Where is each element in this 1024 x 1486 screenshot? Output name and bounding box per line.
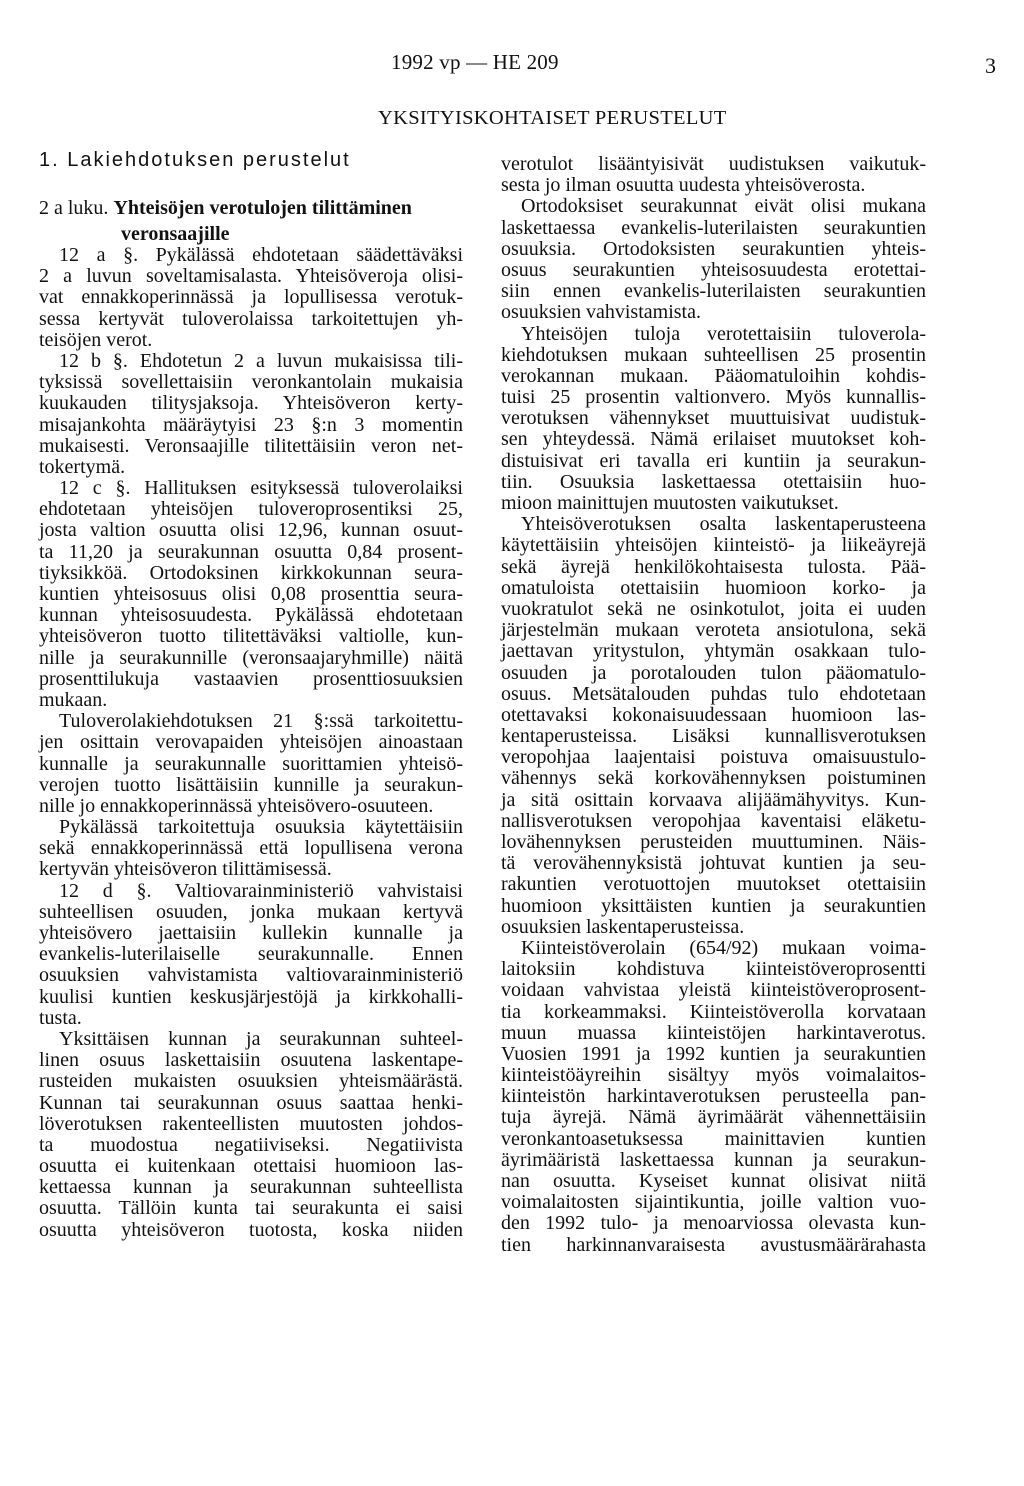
text-line: osuuksien vahvistamista valtiovarainministeriö bbox=[39, 964, 463, 987]
text-line: sekä ennakkoperinnässä että lopullisena verona bbox=[39, 837, 463, 860]
chapter-title-line-2: veronsaajille bbox=[121, 223, 230, 245]
text-line: 2 a luvun soveltamisalasta. Yhteisöveroja olisi- bbox=[39, 265, 463, 288]
text-line: teisöjen verot. bbox=[39, 328, 153, 351]
text-line: kertyvän yhteisöveron tilittämisessä. bbox=[39, 858, 332, 881]
chapter-heading: 1. Lakiehdotuksen perustelut bbox=[39, 149, 351, 171]
text-line: 12 d §. Valtiovarainministeriö vahvistaisi bbox=[59, 879, 463, 902]
text-line: verotuksen vähennykset muuttuisivat uudistuk- bbox=[501, 407, 926, 430]
text-line: sessa kertyvät tuloverolaissa tarkoitettujen yh- bbox=[39, 307, 463, 330]
chapter-title bbox=[39, 195, 412, 247]
text-line: kuulisi kuntien keskusjärjestöjä ja kirkkohalli- bbox=[39, 985, 463, 1008]
text-line: nille jo ennakkoperinnässä yhteisövero-osuuteen. bbox=[39, 794, 434, 817]
text-line: osuutta yhteisöveron tuotosta, koska niiden bbox=[39, 1218, 463, 1241]
text-line: kiehdotuksen mukaan suhteellisen 25 prosentin bbox=[501, 343, 926, 366]
text-line: kentaperusteissa. Lisäksi kunnallisverotuksen bbox=[501, 725, 926, 748]
text-line: muun muassa kiinteistöjen harkintaverotus. bbox=[501, 1021, 926, 1044]
text-line: tyksissä sovellettaisiin veronkantolain mukaisia bbox=[39, 371, 463, 394]
text-line: yhteisöveron tuotto tilitettäväksi valtiolle, kun- bbox=[39, 625, 463, 648]
text-line: misajankohta määräytyisi 23 §:n 3 momentin bbox=[39, 413, 463, 436]
text-line: osuuksia. Ortodoksisten seurakuntien yhteis- bbox=[501, 237, 926, 260]
text-line: veropohjaa laajentaisi poistuva omaisuustulo- bbox=[501, 746, 926, 769]
text-line: Tuloverolakiehdotuksen 21 §:ssä tarkoitettu- bbox=[59, 710, 463, 733]
text-line: vähennys sekä korkovähennyksen poistuminen bbox=[501, 767, 926, 790]
text-line: rusteiden mukaisten osuuksien yhteismäärästä. bbox=[39, 1070, 463, 1093]
text-line: kunnan yhteisosuudesta. Pykälässä ehdotetaan bbox=[39, 604, 463, 627]
text-line: osuuksien laskentaperusteissa. bbox=[501, 915, 745, 938]
text-line: 12 a §. Pykälässä ehdotetaan säädettäväksi bbox=[59, 244, 463, 266]
text-line: ta 11,20 ja seurakunnan osuutta 0,84 prosent- bbox=[39, 540, 463, 563]
text-line: linen osuus laskettaisiin osuutena laskentape- bbox=[39, 1049, 463, 1072]
text-line: kiinteistön harkintaverotuksen perusteella pan- bbox=[501, 1085, 926, 1108]
text-line: josta valtion osuutta olisi 12,96, kunnan osuut- bbox=[39, 519, 463, 542]
text-line: Vuosien 1991 ja 1992 kuntien ja seurakuntien bbox=[501, 1042, 926, 1065]
text-line: den 1992 tulo- ja menoarviossa olevasta kun- bbox=[501, 1212, 926, 1235]
text-line: tä verovähennyksistä johtuvat kuntien ja seu- bbox=[501, 852, 926, 875]
text-line: kiinteistöäyreihin sisältyy myös voimalaitos- bbox=[501, 1064, 926, 1087]
text-line: suhteellisen osuuden, jonka mukaan kertyvä bbox=[39, 900, 463, 923]
text-line: laskettaessa evankelis-luterilaisten seurakuntien bbox=[501, 216, 926, 239]
text-line: kuntien yhteisosuus olisi 0,08 prosenttia seura- bbox=[39, 583, 463, 605]
text-line: 12 b §. Ehdotetun 2 a luvun mukaisissa tili- bbox=[59, 349, 463, 372]
text-line: osuus seurakuntien yhteisosuudesta erotettai- bbox=[501, 258, 926, 281]
text-line: kettaessa kunnan ja seurakunnan suhteellista bbox=[39, 1176, 463, 1199]
text-line: verokannan mukaan. Pääomatuloihin kohdis- bbox=[501, 364, 926, 387]
text-line: voidaan vahvistaa yleistä kiinteistöveroprosent- bbox=[501, 979, 926, 1002]
text-line: tia korkeammaksi. Kiinteistöverolla korvataan bbox=[501, 1000, 926, 1023]
section-heading: YKSITYISKOHTAISET PERUSTELUT bbox=[378, 107, 727, 129]
text-line: Kunnan tai seurakunnan osuus saattaa henki- bbox=[39, 1091, 463, 1114]
text-line: osuuksien vahvistamista. bbox=[501, 301, 701, 324]
text-line: ta muodostua negatiiviseksi. Negatiivista bbox=[39, 1133, 463, 1156]
text-line: distuisivat eri tavalla eri kuntiin ja seurakun- bbox=[501, 449, 926, 472]
text-line: kunnalle ja seurakunnalle suorittamien yhteisö- bbox=[39, 752, 463, 775]
text-line: evankelis-luterilaiselle seurakunnalle. Ennen bbox=[39, 943, 463, 966]
chapter-title-line-1: Yhteisöjen verotulojen tilittäminen bbox=[113, 197, 412, 219]
text-line: nille ja seurakunnille (veronsaajaryhmille) näitä bbox=[39, 646, 463, 669]
text-line: mukaisesti. Veronsaajille tilitettäisiin veron net- bbox=[39, 434, 463, 457]
text-line: osuutta. Tällöin kunta tai seurakunta ei saisi bbox=[39, 1197, 463, 1220]
text-line: järjestelmän mukaan veroteta ansiotulona, sekä bbox=[501, 619, 926, 642]
text-line: nan osuutta. Kyseiset kunnat olisivat niitä bbox=[501, 1170, 926, 1192]
text-line: osuus. Metsätalouden puhdas tulo ehdotetaan bbox=[501, 682, 926, 705]
text-line: mukaan. bbox=[39, 688, 108, 711]
text-line: verotulot lisääntyisivät uudistuksen vaikutuk- bbox=[501, 153, 926, 175]
text-line: Yhteisöjen tuloja verotettaisiin tuloverola- bbox=[521, 322, 926, 345]
text-line: laitoksiin kohdistuva kiinteistöveroprosentti bbox=[501, 958, 926, 981]
text-line: omatuloista otettaisiin huomioon korko- ja bbox=[501, 576, 926, 599]
text-line: ja sitä osittain korvaava alijäämähyvitys. Kun- bbox=[501, 788, 926, 811]
text-line: sekä äyrejä henkilökohtaisesta tulosta. Pää- bbox=[501, 555, 926, 578]
text-line: osuuden ja porotalouden tulon pääomatulo- bbox=[501, 661, 926, 684]
text-line: äyrimääristä laskettaessa kunnan ja seurakun- bbox=[501, 1148, 926, 1171]
text-line: lovähennyksen perusteiden muuttuminen. Näis- bbox=[501, 831, 926, 853]
text-line: tusta. bbox=[39, 1006, 82, 1029]
text-line: rakuntien verotuottojen muutokset otettaisiin bbox=[501, 873, 926, 896]
text-line: Yhteisöverotuksen osalta laskentaperusteena bbox=[521, 513, 926, 536]
text-line: tokertymä. bbox=[39, 455, 126, 478]
text-line: 12 c §. Hallituksen esityksessä tuloverolaiksi bbox=[59, 477, 463, 500]
text-line: vuokratulot sekä ne osinkotulot, joita ei uuden bbox=[501, 597, 926, 620]
text-line: huomioon yksittäisten kuntien ja seurakuntien bbox=[501, 894, 926, 917]
left-column-text bbox=[39, 245, 463, 1241]
text-line: tiyksikköä. Ortodoksinen kirkkokunnan seura- bbox=[39, 561, 463, 584]
text-line: käytettäisiin yhteisöjen kiinteistö- ja liikeäyrejä bbox=[501, 534, 926, 557]
text-line: Yksittäisen kunnan ja seurakunnan suhteel- bbox=[59, 1027, 463, 1050]
text-line: prosenttilukuja vastaavien prosenttiosuuksien bbox=[39, 667, 463, 690]
page-number: 3 bbox=[985, 53, 996, 78]
text-line: tuja äyrejä. Nämä äyrimäärät vähennettäisiin bbox=[501, 1106, 926, 1129]
right-column-text bbox=[501, 154, 926, 1256]
text-line: vat ennakkoperinnässä ja lopullisessa verotuk- bbox=[39, 286, 463, 309]
text-line: verojen tuotto lisättäisiin kunnille ja seurakun- bbox=[39, 773, 463, 796]
text-line: otettavaksi kokonaisuudessaan huomioon las- bbox=[501, 703, 926, 726]
text-line: kuukauden tilitysjaksoja. Yhteisöveron kerty- bbox=[39, 392, 463, 415]
text-line: Kiinteistöverolain (654/92) mukaan voima- bbox=[521, 936, 926, 959]
text-line: jaettavan yritystulon, yhtymän osakkaan tulo- bbox=[501, 640, 926, 663]
running-head: 1992 vp — HE 209 bbox=[391, 50, 559, 74]
text-line: mioon mainittujen muutosten vaikutukset. bbox=[501, 492, 839, 514]
text-line: Ortodoksiset seurakunnat eivät olisi mukana bbox=[521, 195, 926, 218]
text-line: Pykälässä tarkoitettuja osuuksia käytettäisiin bbox=[59, 816, 463, 839]
chapter-label: 2 a luku. bbox=[39, 197, 109, 219]
text-line: osuutta ei kuitenkaan otettaisi huomioon las- bbox=[39, 1155, 463, 1178]
text-line: ehdotetaan yhteisöjen tuloveroprosentiksi 25, bbox=[39, 498, 463, 521]
text-line: tien harkinnanvaraisesta avustusmäärärahasta bbox=[501, 1233, 926, 1256]
text-line: veronkantoasetuksessa mainittavien kuntien bbox=[501, 1127, 926, 1150]
text-line: sesta jo ilman osuutta uudesta yhteisöverosta. bbox=[501, 174, 866, 197]
text-line: yhteisövero jaettaisiin kullekin kunnalle ja bbox=[39, 922, 463, 944]
text-line: jen osittain verovapaiden yhteisöjen ainoastaan bbox=[39, 731, 463, 754]
text-line: sen yhteydessä. Nämä erilaiset muutokset koh- bbox=[501, 428, 926, 451]
text-line: löverotuksen rakenteellisten muutosten johdos- bbox=[39, 1112, 463, 1135]
text-line: nallisverotuksen veropohjaa kaventaisi eläketu- bbox=[501, 809, 926, 832]
text-line: siin ennen evankelis-luterilaisten seurakuntien bbox=[501, 280, 926, 303]
text-line: voimalaitosten sijaintikuntia, joille valtion vuo- bbox=[501, 1191, 926, 1214]
text-line: tiin. Osuuksia laskettaessa otettaisiin huo- bbox=[501, 470, 926, 493]
text-line: tuisi 25 prosentin valtionvero. Myös kunnallis- bbox=[501, 386, 926, 409]
